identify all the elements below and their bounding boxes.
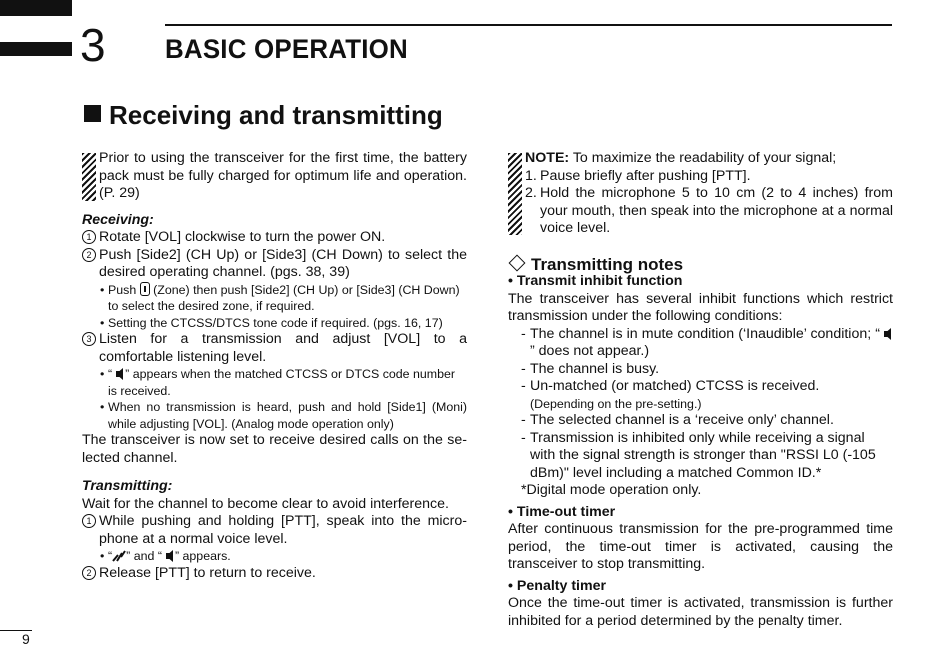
readability-note <box>508 150 893 238</box>
receive-step-2-bullet-1: • Push (Zone) then push [Side2] (CH Up) or [Side3] (CH Down) to select the desired zone, if required. <box>100 282 460 313</box>
circled-2-icon: 2 <box>82 248 96 262</box>
zone-key-icon <box>140 282 150 296</box>
receive-step-3-bullet-1: • “ ” appears when the matched CTCSS or DTCS code number is received. <box>100 367 456 398</box>
note-item-1: 1. Pause briefly after pushing [PTT]. <box>525 167 751 184</box>
chapter-number: 3 <box>80 19 106 71</box>
inhibit-condition-3: - Un-matched (or matched) CTCSS is received. <box>521 378 820 394</box>
intro-note <box>82 150 467 203</box>
speaker-icon <box>116 368 123 380</box>
note-text: To maximize the readability of your signal; <box>572 150 837 166</box>
inhibit-condition-3-note: (Depending on the pre-setting.) <box>530 396 702 411</box>
hatch-note-icon <box>508 153 522 235</box>
digital-mode-note: *Digital mode operation only. <box>521 482 702 498</box>
transmitting-heading: Transmitting: <box>82 478 173 494</box>
inhibit-text: The transceiver has several inhibit functions which restrict transmission under the following conditions: <box>508 290 893 324</box>
penalty-heading: • Penalty timer <box>508 577 607 594</box>
receive-step-2-bullet-2: • Setting the CTCSS/DTCS tone code if required. (pgs. 16, 17) <box>100 315 443 330</box>
circled-2-icon: 2 <box>82 566 96 580</box>
transmit-step-2: 2 Release [PTT] to return to receive. <box>82 565 467 583</box>
circled-3-icon: 3 <box>82 332 96 346</box>
note-label: NOTE: <box>525 150 570 166</box>
chapter-tab-top <box>0 0 72 16</box>
inhibit-condition-4: - The selected channel is a ‘receive only’ channel. <box>521 412 834 428</box>
timeout-text: After continuous transmission for the pre-programmed time period, the time-out timer is activated, causing the transceiver to stop transmitting. <box>508 521 893 572</box>
transmit-step-1-bullet: • “ ” and “ ” appears. <box>100 549 231 563</box>
antenna-icon <box>112 550 126 562</box>
note-item-2: 2. Hold the microphone 5 to 10 cm (2 to 4 inches) from your mouth, then speak into the microphone at a normal voice level. <box>525 185 893 236</box>
receive-step-3: 3 Listen for a transmission and adjust [VOL] to a comfortable listening level. <box>82 331 467 366</box>
inhibit-condition-2: - The channel is busy. <box>521 360 660 377</box>
circled-1-icon: 1 <box>82 230 96 244</box>
inhibit-condition-1: - The channel is in mute condition (‘Inaudible’ condition; “” does not appear.) <box>508 326 893 361</box>
transmitting-notes-heading: Transmitting notes <box>508 256 893 274</box>
penalty-text: Once the time-out timer is activated, transmission is further inhibited for a period determined by the penalty timer. <box>508 595 893 629</box>
transmit-step-1: 1 While pushing and holding [PTT], speak into the micro-phone at a normal voice level. <box>82 513 467 548</box>
speaker-icon <box>166 550 173 562</box>
chapter-tab-bottom <box>0 42 72 56</box>
page-number: 9 <box>22 631 30 647</box>
transmit-intro: Wait for the channel to become clear to avoid interference. <box>82 495 449 512</box>
inhibit-heading: • Transmit inhibit function <box>508 273 683 289</box>
inhibit-condition-5: - Transmission is inhibited only while receiving a signal with the signal strength is stronger than "RSSI L0 (-105 dBm)" level including a matched Common ID.* <box>521 429 876 481</box>
left-column <box>82 150 467 582</box>
receive-step-3-bullet-2: • When no transmission is heard, push and hold [Side1] (Moni) while adjusting [VOL]. (Analog mode operation only) <box>100 400 467 431</box>
hatch-note-icon <box>82 153 96 201</box>
timeout-heading: • Time-out timer <box>508 503 616 520</box>
receive-step-2: 2 Push [Side2] (CH Up) or [Side3] (CH Down) to select the desired operating channel. (pgs. 38, 39) <box>82 247 467 282</box>
circled-1-icon: 1 <box>82 514 96 528</box>
receive-summary: The transceiver is now set to receive desired calls on the se-lected channel. <box>82 432 467 466</box>
receive-step-1: 1 Rotate [VOL] clockwise to turn the power ON. <box>82 229 467 247</box>
header-rule <box>165 24 892 26</box>
right-column <box>508 150 893 630</box>
intro-text: Prior to using the transceiver for the first time, the battery pack must be fully charged for optimum life and operation. (P. 29) <box>99 150 467 201</box>
section-title <box>84 100 443 131</box>
square-bullet-icon <box>84 105 101 122</box>
diamond-bullet-icon <box>509 254 526 271</box>
speaker-icon <box>884 328 891 340</box>
chapter-title: BASIC OPERATION <box>165 34 408 64</box>
receiving-heading: Receiving: <box>82 211 154 228</box>
section-title-text: Receiving and transmitting <box>109 100 443 130</box>
